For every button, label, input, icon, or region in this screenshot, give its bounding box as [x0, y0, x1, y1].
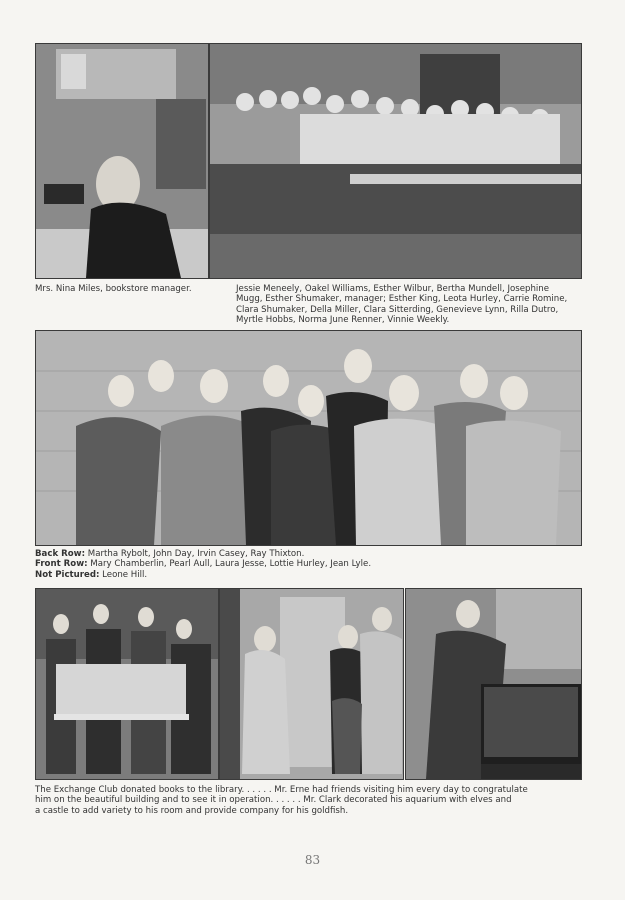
- group-caption: [35, 549, 580, 580]
- cafeteria-caption-line: Myrtle Hobbs, Norma June Renner, Vinnie Weekly.: [236, 315, 450, 326]
- cafeteria-caption-line: Jessie Meneely, Oakel Williams, Esther Wilbur, Bertha Mundell, Josephine: [236, 284, 550, 294]
- front-row-line: [35, 559, 580, 569]
- cafeteria-photo: [209, 43, 582, 279]
- group-photo: [35, 330, 582, 546]
- bottom-caption-line: a castle to add variety to his room and provide company for his goldfish.: [35, 805, 349, 816]
- front-row-label: Front Row:: [35, 559, 88, 570]
- back-row-label: Back Row:: [35, 549, 86, 559]
- aquarium-photo: [405, 588, 582, 780]
- back-row-names: Martha Rybolt, John Day, Irvin Casey, Ray Thixton.: [85, 549, 305, 559]
- bookstore-caption: [35, 284, 210, 294]
- not-pictured-line: [35, 570, 580, 580]
- library-photo: [35, 588, 219, 780]
- page-number: 83: [304, 853, 321, 867]
- bottom-caption-line: The Exchange Club donated books to the library. . . . . . Mr. Erne had friends visiting him every day to congratulate: [35, 785, 528, 795]
- visitors-photo: [219, 588, 404, 780]
- not-pictured-label: Not Pictured:: [35, 569, 100, 580]
- cafeteria-caption-line: Clara Shumaker, Della Miller, Clara Sitterding, Genevieve Lynn, Rilla Dutro,: [236, 304, 559, 315]
- bottom-caption-line: him on the beautiful building and to see it in operation. . . . . . Mr. Clark decorated his aquarium with elves and: [35, 795, 512, 806]
- cafeteria-caption-line: Mugg, Esther Shumaker, manager; Esther King, Leota Hurley, Carrie Romine,: [236, 294, 568, 305]
- cafeteria-caption: [236, 284, 582, 326]
- bottom-caption: [35, 785, 583, 816]
- front-row-names: Mary Chamberlin, Pearl Aull, Laura Jesse, Lottie Hurley, Jean Lyle.: [87, 559, 372, 570]
- back-row-line: [35, 549, 580, 559]
- bookstore-photo: [35, 43, 209, 279]
- bookstore-caption-text: Mrs. Nina Miles, bookstore manager.: [35, 284, 192, 294]
- not-pictured-names: Leone Hill.: [99, 569, 148, 580]
